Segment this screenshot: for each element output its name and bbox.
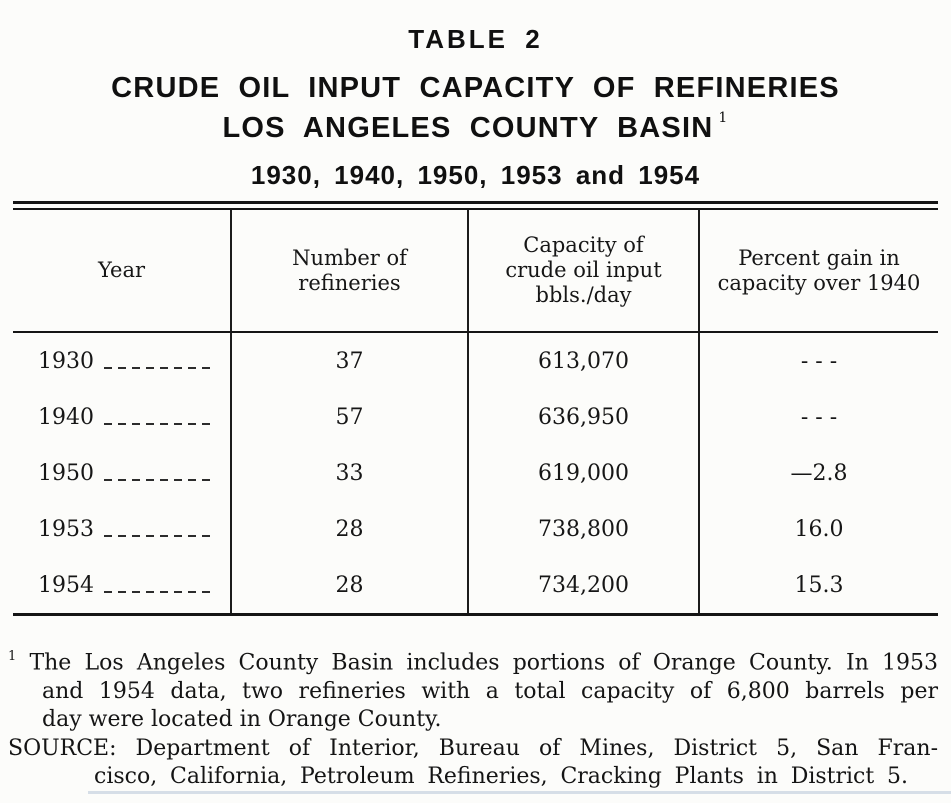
title-line-1: CRUDE OIL INPUT CAPACITY OF REFINERIES xyxy=(111,72,840,104)
top-double-rule xyxy=(13,201,938,210)
notes-block xyxy=(8,644,938,792)
table-row-year-cell xyxy=(13,445,230,501)
table-grid xyxy=(13,210,938,613)
refineries-value: 28 xyxy=(230,501,467,557)
table-number-label: TABLE 2 xyxy=(408,24,543,54)
column-header-percent-gain xyxy=(698,210,938,331)
percent-gain-value: - - - xyxy=(698,389,938,445)
title-line-2-text: LOS ANGELES COUNTY BASIN xyxy=(222,112,714,144)
header-text-line: refineries xyxy=(298,270,401,295)
year-value: 1953 xyxy=(38,516,94,542)
column-header-capacity xyxy=(467,210,698,331)
title-footnote-marker: 1 xyxy=(718,110,729,127)
capacity-value: 734,200 xyxy=(467,557,698,613)
refineries-value: 37 xyxy=(230,333,467,389)
column-header-year xyxy=(13,210,230,331)
header-text-line: capacity over 1940 xyxy=(717,270,921,295)
year-value: 1940 xyxy=(38,404,94,430)
capacity-value: 738,800 xyxy=(467,501,698,557)
capacity-value: 613,070 xyxy=(467,333,698,389)
footnote-line-3: day were located in Orange County. xyxy=(42,707,442,733)
header-text-line: Percent gain in xyxy=(738,245,900,270)
table-row-year-cell xyxy=(13,501,230,557)
year-value: 1930 xyxy=(38,348,94,374)
year-value: 1954 xyxy=(38,572,94,598)
header-text-line: Year xyxy=(97,258,146,282)
leader-dashes xyxy=(104,591,216,593)
footnote-line-2: and 1954 data, two refineries with a total capacity of 6,800 barrels per xyxy=(42,678,938,704)
leader-dashes xyxy=(104,479,216,481)
leader-dashes xyxy=(104,423,216,425)
percent-gain-value: —2.8 xyxy=(698,445,938,501)
year-value: 1950 xyxy=(38,460,94,486)
capacity-value: 636,950 xyxy=(467,389,698,445)
subtitle-years: 1930, 1940, 1950, 1953 and 1954 xyxy=(250,160,701,190)
header-text-line: bbls./day xyxy=(535,283,632,307)
header-text-line: crude oil input xyxy=(505,258,662,282)
title-line-2 xyxy=(0,112,951,145)
footnote-line-1-text: The Los Angeles County Basin includes portions of Orange County. In 1953 xyxy=(29,650,938,676)
source-line-2: cisco, California, Petroleum Refineries, Cracking Plants in District 5. xyxy=(94,764,908,790)
header-text-line: Number of xyxy=(292,245,407,270)
refineries-value: 57 xyxy=(230,389,467,445)
table-row-year-cell xyxy=(13,333,230,389)
percent-gain-value: 15.3 xyxy=(698,557,938,613)
data-table xyxy=(13,201,938,616)
header-text-line: Capacity of xyxy=(523,233,644,257)
bottom-edge-scan-line xyxy=(88,791,951,794)
percent-gain-value: - - - xyxy=(698,333,938,389)
table-row-year-cell xyxy=(13,389,230,445)
column-header-refineries xyxy=(230,210,467,331)
source-line-1: SOURCE: Department of Interior, Bureau of Mines, District 5, San Fran- xyxy=(8,735,938,761)
table-row-year-cell xyxy=(13,557,230,613)
bottom-rule xyxy=(13,613,938,616)
percent-gain-value: 16.0 xyxy=(698,501,938,557)
heading-block xyxy=(0,0,951,191)
leader-dashes xyxy=(104,535,216,537)
footnote-marker: 1 xyxy=(8,649,17,664)
refineries-value: 33 xyxy=(230,445,467,501)
leader-dashes xyxy=(104,367,216,369)
refineries-value: 28 xyxy=(230,557,467,613)
footnote-line-1 xyxy=(8,644,938,678)
capacity-value: 619,000 xyxy=(467,445,698,501)
